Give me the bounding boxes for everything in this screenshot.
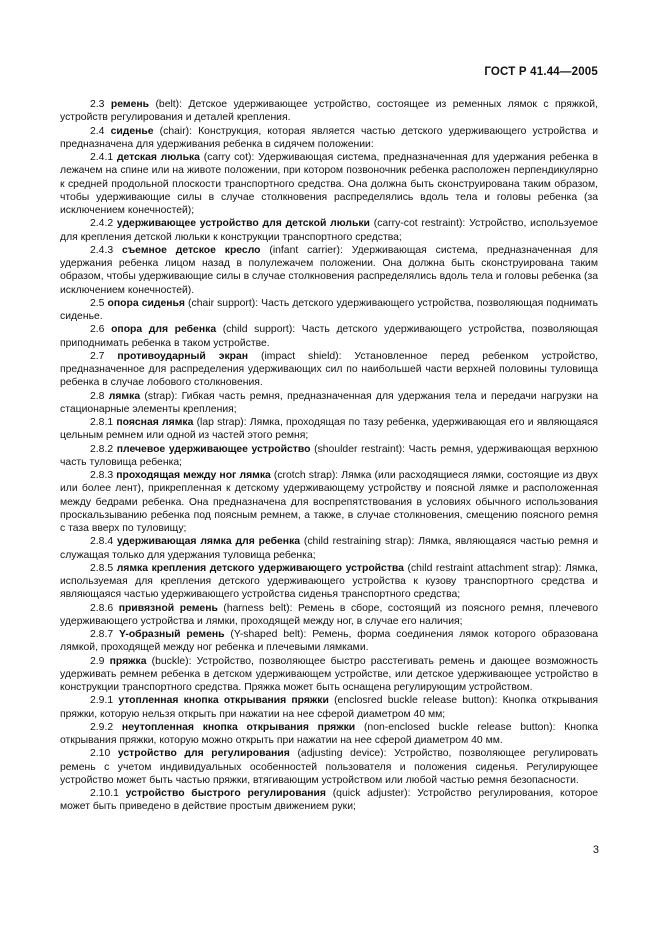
definition: (quick adjuster): Устройство регулирования, которое может быть приведено в действие простым движением руки;: [60, 788, 599, 813]
paragraph-number: 2.9: [90, 655, 105, 667]
paragraph-number: 2.8.4: [90, 536, 114, 548]
term: сиденье: [110, 125, 154, 137]
term: плечевое удерживающее устройство: [116, 443, 311, 455]
paragraph: [60, 535, 598, 562]
definition: (enclosred buckle release button): Кнопка открывания пряжки, которую нельзя открыть при нажатии на нее сферой диаметром 40 мм;: [60, 695, 599, 720]
term: удерживающее устройство для детской люльки: [116, 218, 370, 230]
paragraph: [60, 416, 598, 443]
paragraph-number: 2.4.2: [90, 218, 114, 230]
paragraph-number: 2.10: [90, 748, 111, 760]
paragraph: [60, 244, 598, 297]
definition: (carry cot): Удерживающая система, предназначенная для удержания ребенка в лежачем на спине или на животе положении, при котором позвоночник ребенка расположен перпендикулярно к средней продольной плоскости транспортного средства. Она должна быть сконструирована таким образом, чтобы удерживающие силы в случае столкновения распределялись вдоль тела и головы ребенка (за исключением конечностей);: [60, 152, 598, 216]
definition: (strap): Гибкая часть ремня, предназначенная для удержания тела и передачи нагрузки на стационарные элементы крепления;: [60, 390, 598, 415]
definition: (impact shield): Установленное перед ребенком устройство, предназначенное для распределения удерживающих сил по наибольшей части верхней половины туловища ребенка в случае лобового столкновения.: [60, 350, 599, 389]
term: детская люлька: [116, 152, 200, 163]
paragraph: [60, 323, 598, 350]
paragraph-number: 2.8.7: [90, 629, 114, 640]
definition: (chair support): Часть детского удерживающего устройства, позволяющая поднимать сиденье.: [60, 297, 598, 322]
definition: (non-enclosed buckle release button): Кнопка открывания пряжки, которую можно открыть при нажатии на нее сферой диаметром 40 мм.: [60, 721, 599, 746]
paragraph-number: 2.9.2: [90, 721, 114, 733]
paragraph-number: 2.4.1: [90, 152, 114, 163]
definition: (crotch strap): Лямка (или расходящиеся лямки, состоящие из двух или более лент), прикрепленная к детскому удерживающему устройству и поясной лямке и расположенная между бедрами ребенка. Она предназначена для воспрепятствования в условиях обычного использования проскальзыванию ребенка под поясным ремнем, а также, в случае столкновения, смещению поясного ремня с таза вверх по туловищу;: [60, 470, 598, 534]
paragraph-number: 2.3: [90, 99, 105, 110]
paragraph-number: 2.9.1: [90, 695, 114, 707]
paragraph: [60, 469, 598, 535]
paragraph-number: 2.7: [90, 350, 105, 362]
definition: (carry-cot restraint): Устройство, используемое для крепления детской люльки к конструкции транспортного средства;: [60, 218, 598, 243]
term: устройство для регулирования: [117, 748, 290, 760]
definition: (child restraining strap): Лямка, являющаяся частью ремня и служащая только для удержания туловища ребенка;: [60, 536, 599, 561]
term: удерживающая лямка для ребенка: [116, 536, 301, 548]
paragraph: [60, 721, 598, 748]
paragraph: [60, 390, 598, 417]
paragraph-number: 2.6: [90, 324, 105, 336]
paragraph: [60, 655, 598, 695]
paragraph-number: 2.5: [90, 297, 105, 309]
term: опора сиденья: [107, 297, 185, 309]
paragraph-number: 2.8.6: [90, 602, 114, 614]
term: пряжка: [109, 655, 147, 667]
definition: (belt): Детское удерживающее устройство, состоящее из ременных лямок с пряжкой, устройств регулирования и деталей крепления.: [60, 99, 598, 124]
term: лямка: [108, 390, 141, 402]
term: Y-образный ремень: [119, 629, 225, 640]
paragraph-number: 2.8.5: [90, 562, 114, 574]
definition: (infant carrier): Удерживающая система, предназначенная для удержания ребенка лицом назад в полулежачем положении. Она должна быть сконструирована таким образом, чтобы удерживающие силы в случае столкновения распределялись вдоль тела и головы ребенка (за исключением конечностей).: [60, 244, 599, 296]
paragraph: [60, 602, 598, 629]
term: неутопленная кнопка открывания пряжки: [121, 721, 356, 733]
definition: (shoulder restraint): Часть ремня, удерживающая верхнюю часть туловища ребенка;: [60, 443, 599, 468]
paragraph: [60, 443, 598, 470]
paragraph-number: 2.8.2: [90, 443, 114, 455]
paragraph: [60, 350, 598, 390]
page-number: 3: [592, 844, 599, 856]
definition: (lap strap): Лямка, проходящая по тазу ребенка, удерживающая его и являющаяся цельным ремнем или одной из частей этого ремня;: [60, 417, 598, 442]
definition: (harness belt): Ремень в сборе, состоящий из поясного ремня, плечевого удерживающего устройства и лямки, проходящей между ног, в случае его наличия;: [60, 602, 599, 627]
paragraph: [60, 747, 598, 787]
paragraph: [60, 628, 598, 655]
document-header: ГОСТ Р 41.44—2005: [484, 66, 598, 78]
definition: (child restraint attachment strap): Лямка, используемая для крепления детского удерживающего устройства к кузову транспортного средства и являющаяся частью удерживающего устройства сиденья транспортного средства;: [60, 562, 598, 601]
paragraph: [60, 562, 598, 602]
term: проходящая между ног лямка: [116, 470, 271, 481]
paragraph-number: 2.10.1: [90, 788, 119, 799]
term: лямка крепления детского удерживающего устройства: [116, 562, 404, 574]
term: устройство быстрого регулирования: [125, 788, 326, 799]
term: привязной ремень: [118, 602, 218, 614]
paragraph: [60, 787, 598, 814]
definition: (adjusting device): Устройство, позволяющее регулировать ремень с учетом индивидуальных особенностей пользователя и положения сиденья. Регулирующее устройство может быть частью пряжки, втягивающим устройством или любой частью ремня безопасности.: [60, 748, 598, 786]
paragraph: [60, 694, 598, 721]
definition: (child support): Часть детского удерживающего устройства, позволяющая приподнимать ребенка в таком устройстве.: [60, 324, 599, 349]
definition: (Y-shaped belt): Ремень, форма соединения лямок которого образована лямкой, проходящей между ног ребенка и плечевыми лямками.: [60, 629, 598, 654]
term: опора для ребенка: [111, 324, 217, 336]
term: противоударный экран: [117, 350, 249, 362]
paragraph: [60, 151, 598, 217]
paragraph: [60, 217, 598, 244]
term: ремень: [110, 99, 150, 110]
paragraph-number: 2.8.3: [90, 470, 114, 481]
document-body: [60, 98, 598, 814]
term: поясная лямка: [116, 417, 194, 428]
paragraph: [60, 98, 598, 125]
definition: (chair): Конструкция, которая является частью детского удерживающего устройства и предназначена для удерживания ребенка в сидячем положении:: [60, 125, 599, 150]
paragraph: [60, 297, 598, 324]
term: утопленная кнопка открывания пряжки: [118, 695, 329, 707]
term: съемное детское кресло: [121, 244, 261, 256]
paragraph: [60, 125, 598, 152]
paragraph-number: 2.4: [90, 125, 105, 137]
paragraph-number: 2.4.3: [90, 244, 114, 256]
paragraph-number: 2.8.1: [90, 417, 114, 428]
paragraph-number: 2.8: [90, 390, 105, 402]
definition: (buckle): Устройство, позволяющее быстро расстегивать ремень и дающее возможность удерживать ремнем ребенка в детском удерживающем устройстве, или детское удерживающее устройство в конструкции транспортного средства. Пряжка может быть оснащена регулирующим устройством.: [60, 655, 598, 693]
